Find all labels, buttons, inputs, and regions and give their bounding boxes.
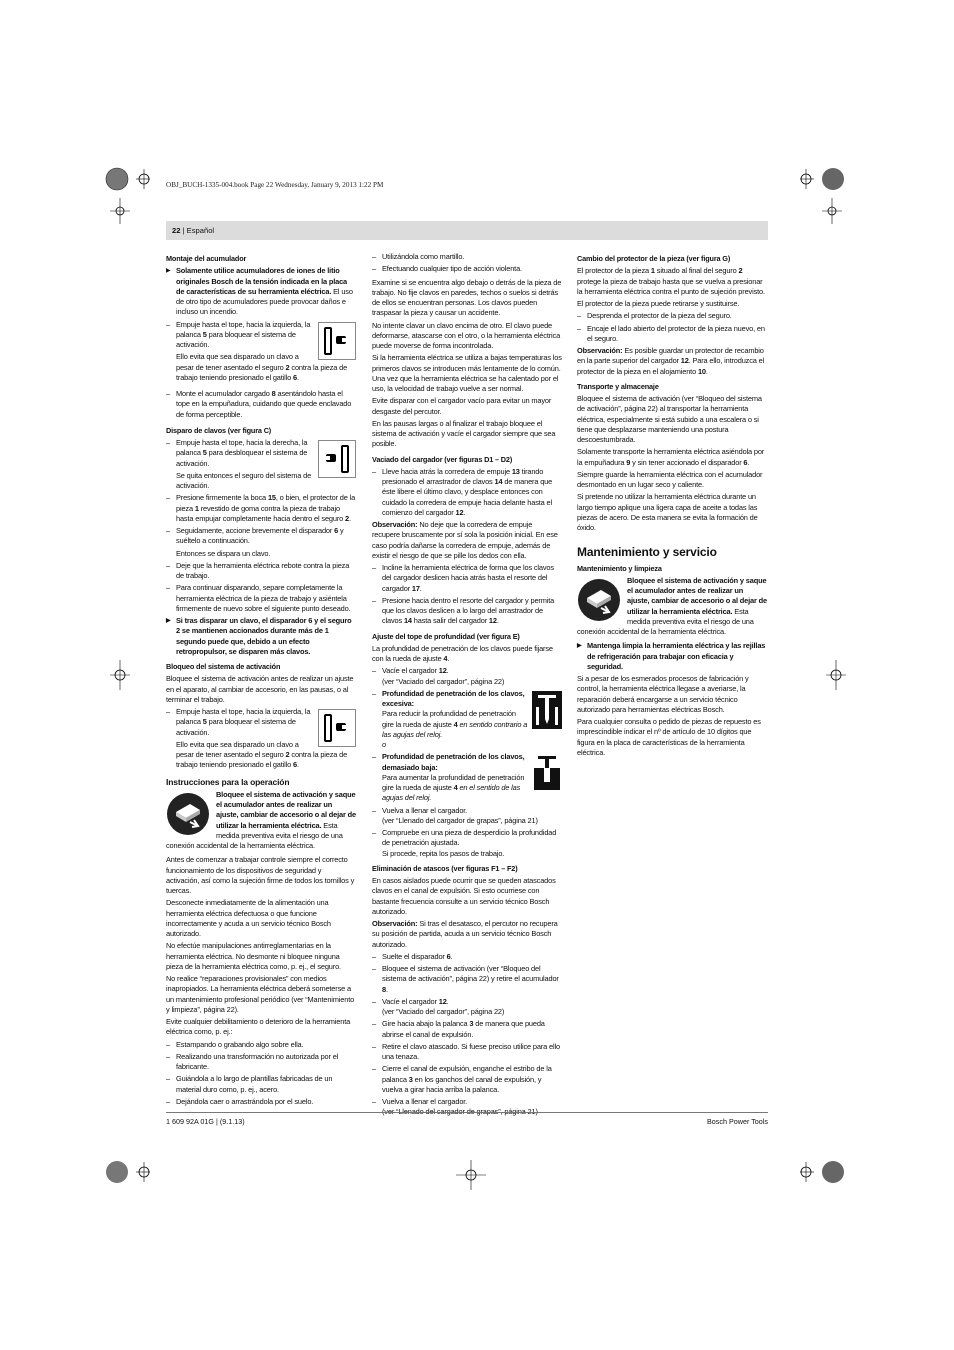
list-item: – Desprenda el protector de la pieza del seguro. xyxy=(577,311,767,321)
list-item: – Encaje el lado abierto del protector de la pieza nuevo, en el seguro. xyxy=(577,324,767,345)
list-item: – Vacíe el cargador 12. (ver “Vaciado del cargador”, página 22) xyxy=(372,997,562,1018)
paragraph: – Profundidad de penetración de los clavos, excesiva: Para reducir la profundidad de penetración gire la rueda de ajuste 4 en sentido contrario a las agujas del reloj. o xyxy=(372,689,562,751)
column-2 xyxy=(372,252,562,1120)
footer-right: Bosch Power Tools xyxy=(707,1117,768,1126)
paragraph: Solamente transporte la herramienta eléctrica asiéndola por la empuñadura 9 y sin tener accionado el disparador 6. xyxy=(577,447,765,467)
section-name: Español xyxy=(186,226,215,235)
paragraph: El protector de la pieza 1 situado al final del seguro 2 protege la pieza de trabajo hasta que se vuelva a presionar la herramienta eléctrica contra el punto de sujeción previsto. xyxy=(577,266,765,296)
page-number: 22 xyxy=(172,226,181,235)
heading-montaje: Montaje del acumulador xyxy=(166,254,247,263)
paragraph: El protector de la pieza puede retirarse y sustituirse. xyxy=(577,299,740,308)
registration-mark-bottom-left xyxy=(104,1158,150,1188)
list-item: – Realizando una transformación no autorizada por el fabricante. xyxy=(166,1052,356,1073)
paragraph: La profundidad de penetración de los clavos puede fijarse con la rueda de ajuste 4. xyxy=(372,643,553,663)
paragraph: Antes de comenzar a trabajar controle siempre el correcto funcionamiento de los dispositivos de seguridad y activación, así como la sujeción firme de todos los tornillos y tuercas. xyxy=(166,855,355,895)
paragraph: Evite cualquier debilitamiento o deterioro de la herramienta eléctrica como, p. ej.: xyxy=(166,1017,351,1037)
warning-paragraph: ▶ Mantenga limpia la herramienta eléctrica y las rejillas de refrigeración para trabajar con eficacia y seguridad. xyxy=(577,641,767,672)
paragraph: Bloquee el sistema de activación y saque el acumulador antes de realizar un ajuste, cambiar de accesorio o al dejar de utilizar la herramienta eléctrica. Esta medida preventiva evita el riesgo de una conexión accidental de la herramienta eléctrica. xyxy=(166,789,356,850)
paragraph: – Para continuar disparando, separe completamente la herramienta eléctrica de la pieza de trabajo y asiéntela firmemente de nuevo sobre el siguiente punto deseado. xyxy=(166,583,356,614)
paragraph: – Presione hacia dentro el resorte del cargador y permita que los clavos deslicen a lo largo del arrastrador de clavos 14 hasta salir del cargador 12. xyxy=(372,596,562,627)
paragraph: – Empuje hasta el tope, hacia la derecha, la palanca 5 para desbloquear el sistema de activación. xyxy=(166,438,356,469)
warning-paragraph: ▶ Si tras disparar un clavo, el disparador 6 y el seguro 2 se mantienen accionados durante más de 1 segundo puede que, debido a un efecto retropropulsor, se disparen más clavos. xyxy=(166,616,356,657)
paragraph: – Empuje hasta el tope, hacia la izquierda, la palanca 5 para bloquear el sistema de activación. xyxy=(166,320,356,351)
paragraph: En casos aislados puede ocurrir que se queden atascados clavos en el canal de expulsión. Si esto ocurriese con bastante frecuencia consulte a un servicio técnico Bosch autorizado. xyxy=(372,876,556,916)
paragraph: Ello evita que sea disparado un clavo a pesar de tener asentado el seguro 2 contra la pieza de trabajo teniendo presionado el gatillo 6. xyxy=(176,352,348,382)
paragraph: Si la herramienta eléctrica se utiliza a bajas temperaturas los primeros clavos se introducen más lentamente de lo común. Una vez que la herramienta eléctrica se ha calentado por el uso, la velocidad de trabajo vuelve a ser normal. xyxy=(372,353,562,393)
heading-bloqueo: Bloqueo del sistema de activación xyxy=(166,662,281,671)
footer-rule xyxy=(166,1112,768,1113)
crosshair-left-mid xyxy=(110,660,130,690)
page-header xyxy=(172,226,214,235)
heading-mantenimiento-limpieza: Mantenimiento y limpieza xyxy=(577,563,662,573)
list-item: – Gire hacia abajo la palanca 3 de manera que pueda abrirse el canal de expulsión. xyxy=(372,1019,562,1040)
heading-eliminacion: Eliminación de atascos (ver figuras F1 – F2) xyxy=(372,863,518,873)
paragraph: – Vuelva a llenar el cargador. (ver “Llenado del cargador de grapas”, página 21) xyxy=(372,806,562,827)
registration-mark-top-right xyxy=(800,165,846,195)
crosshair-right-mid xyxy=(826,660,846,690)
paragraph: En las pausas largas o al finalizar el trabajo bloquee el sistema de activación y vacíe el cargador siempre que sea posible. xyxy=(372,418,556,449)
paragraph: Evite disparar con el cargador vacío para evitar un mayor desgaste del percutor. xyxy=(372,396,552,416)
paragraph: Si a pesar de los esmerados procesos de fabricación y control, la herramienta eléctrica llegase a averiarse, la reparación deberá encargarse a un servicio técnico autorizado para herramientas eléctricas Bosch. xyxy=(577,674,749,714)
crosshair-top-left-lower xyxy=(110,198,130,224)
paragraph: – Monte el acumulador cargado 8 asentándolo hasta el tope en la empuñadura, cuidando que quede enclavado de forma perceptible. xyxy=(166,389,356,420)
list-item: – Cierre el canal de expulsión, enganche el estribo de la palanca 3 en los ganchos del canal de expulsión, y vuelva a girar hacia arriba la palanca. xyxy=(372,1064,562,1095)
heading-instrucciones: Instrucciones para la operación xyxy=(166,776,290,787)
paragraph: No efectúe manipulaciones antirreglamentarias en la herramienta eléctrica. No desmonte ni bloquee ninguna pieza de la herramienta eléctrica como, p. ej., el seguro. xyxy=(166,941,341,971)
heading-ajuste: Ajuste del tope de profundidad (ver figura E) xyxy=(372,631,520,641)
paragraph: Bloquee el sistema de activación (ver “Bloqueo del sistema de activación”, página 22) al transportar la herramienta eléctrica, especialmente si está subido a una escalera o si tiene que desplazarse manteniendo una postura descoestumbrada. xyxy=(577,394,762,444)
paragraph: – Profundidad de penetración de los clavos, demasiado baja: Para aumentar la profundidad de penetración gire la rueda de ajuste 4 en el sentido de las agujas del reloj. xyxy=(372,752,562,803)
heading-cambio: Cambio del protector de la pieza (ver figura G) xyxy=(577,254,731,263)
list-item: – Guiándola a lo largo de plantillas fabricadas de un material duro como, p. ej., acero. xyxy=(166,1074,356,1095)
list-item: – Vuelva a llenar el cargador. (ver “Llenado del cargador de grapas”, página 21) xyxy=(372,1097,562,1118)
paragraph: Observación: No deje que la corredera de empuje recupere bruscamente por sí sola la posición inicial. En ese caso podría dañarse la corredera de empuje, además de existir el riesgo de que se pille los dedos con ella. xyxy=(372,520,558,560)
battery-remove-icon-2 xyxy=(577,578,621,622)
list-item: – Utilizándola como martillo. xyxy=(372,252,562,262)
footer-left: 1 609 92A 01G | (9.1.13) xyxy=(166,1117,245,1126)
crosshair-top-right-lower xyxy=(822,198,842,224)
list-item: – Retire el clavo atascado. Si fuese preciso utilice para ello una tenaza. xyxy=(372,1042,562,1063)
paragraph: Observación: Si tras el desatasco, el percutor no recupera su posición de partida, acuda a un servicio técnico Bosch autorizado. xyxy=(372,919,558,949)
column-3 xyxy=(577,252,767,760)
paragraph: – Vacíe el cargador 12. (ver “Vaciado del cargador”, página 22) xyxy=(372,666,562,687)
paragraph: – Compruebe en una pieza de desperdicio la profundidad de penetración ajustada. Si procede, repita los pasos de trabajo. xyxy=(372,828,562,859)
paragraph: Desconecte inmediatamente de la alimentación una herramienta eléctrica defectuosa o que funcione incorrectamente y acuda a un servicio técnico Bosch autorizado. xyxy=(166,898,331,938)
crosshair-bottom-center xyxy=(456,1160,486,1190)
paragraph: Ello evita que sea disparado un clavo a pesar de tener asentado el seguro 2 contra la pieza de trabajo teniendo presionado el gatillo 6. xyxy=(176,739,348,770)
paragraph: – Seguidamente, accione brevemente el disparador 6 y suéltelo a continuación. xyxy=(166,526,356,547)
column-1 xyxy=(166,252,356,1109)
paragraph: Para cualquier consulta o pedido de piezas de repuesto es imprescindible indicar el nº de artículo de 10 dígitos que figura en la placa de características de la herramienta eléctrica. xyxy=(577,717,761,757)
paragraph: No realice “reparaciones provisionales” con medios inapropiados. La herramienta eléctrica deberá someterse a un mantenimiento profesional periódico (ver “Mantenimiento y limpieza”, página 22). xyxy=(166,974,355,1014)
paragraph: Examine si se encuentra algo debajo o detrás de la pieza de trabajo. No fije clavos en paredes, techos o suelos si detrás de ellos se encuentran personas. Los clavos pueden traspasar la pieza y causar un accidente. xyxy=(372,277,562,318)
paragraph: – Lleve hacia atrás la corredera de empuje 13 tirando presionado el arrastrador de clavos 14 de manera que éste libere el último clavo, y desplace entonces con cuidado la corredera de empuje hacia delante hasta el comienzo del cargador 12. xyxy=(372,467,562,518)
page-header-bar xyxy=(166,221,768,240)
book-slug-line: OBJ_BUCH-1335-004.book Page 22 Wednesday, January 9, 2013 1:22 PM xyxy=(166,181,384,189)
heading-vaciado: Vaciado del cargador (ver figuras D1 – D2) xyxy=(372,454,513,464)
registration-mark-bottom-right xyxy=(800,1158,846,1188)
list-item: – Bloquee el sistema de activación (ver “Bloqueo del sistema de activación”, página 22) y retire el acumulador 8. xyxy=(372,964,562,995)
paragraph: – Incline la herramienta eléctrica de forma que los clavos del cargador deslicen hacia atrás hasta el resorte del cargador 17. xyxy=(372,563,562,594)
header-separator: | xyxy=(180,226,187,235)
list-item: – Estampando o grabando algo sobre ella. xyxy=(166,1040,356,1050)
list-item: – Efectuando cualquier tipo de acción violenta. xyxy=(372,264,562,274)
paragraph: Siempre guarde la herramienta eléctrica con el acumulador desmontado en un lugar seco y caliente. xyxy=(577,469,763,489)
warning-text: Solamente utilice acumuladores de iones de litio originales Bosch de la tensión indicada en la placa de características de su herramienta eléctrica. xyxy=(176,266,348,296)
paragraph: – Presione firmemente la boca 15, o bien, el protector de la pieza 1 revestido de goma contra la pieza de trabajo hasta empujar completamente hacia dentro el seguro 2. xyxy=(166,493,356,524)
heading-disparo: Disparo de clavos (ver figura C) xyxy=(166,425,272,435)
list-item: – Suelte el disparador 6. xyxy=(372,952,562,962)
paragraph: Se quita entonces el seguro del sistema de activación. xyxy=(176,470,312,490)
paragraph xyxy=(166,266,356,317)
text: El uso de otro tipo de acumuladores puede provocar daños e incluso un incendio. xyxy=(176,286,353,317)
paragraph: No intente clavar un clavo encima de otro. El clavo puede deformarse, atascarse con el otro, o la herramienta eléctrica puede moverse de forma incontrolada. xyxy=(372,320,561,350)
paragraph: Observación: Es posible guardar un protector de recambio en la parte superior del cargador 12. Para ello, introduzca el protector de la pieza en el alojamiento 10. xyxy=(577,346,765,376)
heading-mantenimiento-servicio: Mantenimiento y servicio xyxy=(577,545,717,560)
registration-mark-top-left xyxy=(104,165,150,195)
paragraph: Entonces se dispara un clavo. xyxy=(176,548,271,558)
list-item: – Dejándola caer o arrastrándola por el suelo. xyxy=(166,1097,356,1107)
paragraph: – Empuje hasta el tope, hacia la izquierda, la palanca 5 para bloquear el sistema de activación. xyxy=(166,707,356,738)
paragraph: – Deje que la herramienta eléctrica rebote contra la pieza de trabajo. xyxy=(166,561,356,582)
paragraph: Bloquee el sistema de activación antes de realizar un ajuste en el aparato, al cambiar de accesorio, en las pausas, o al terminar el trabajo. xyxy=(166,674,354,704)
paragraph: Si pretende no utilizar la herramienta eléctrica durante un largo tiempo aplique una ligera capa de aceite a todas las piezas de acero. De esta manera se evita la formación de óxido. xyxy=(577,492,758,532)
heading-transporte: Transporte y almacenaje xyxy=(577,381,659,391)
battery-remove-icon xyxy=(166,792,210,836)
paragraph: Bloquee el sistema de activación y saque el acumulador antes de realizar un ajuste, cambiar de accesorio o al dejar de utilizar la herramienta eléctrica. Esta medida preventiva evita el riesgo de una conexión accidental de la herramienta eléctrica. xyxy=(577,575,767,636)
